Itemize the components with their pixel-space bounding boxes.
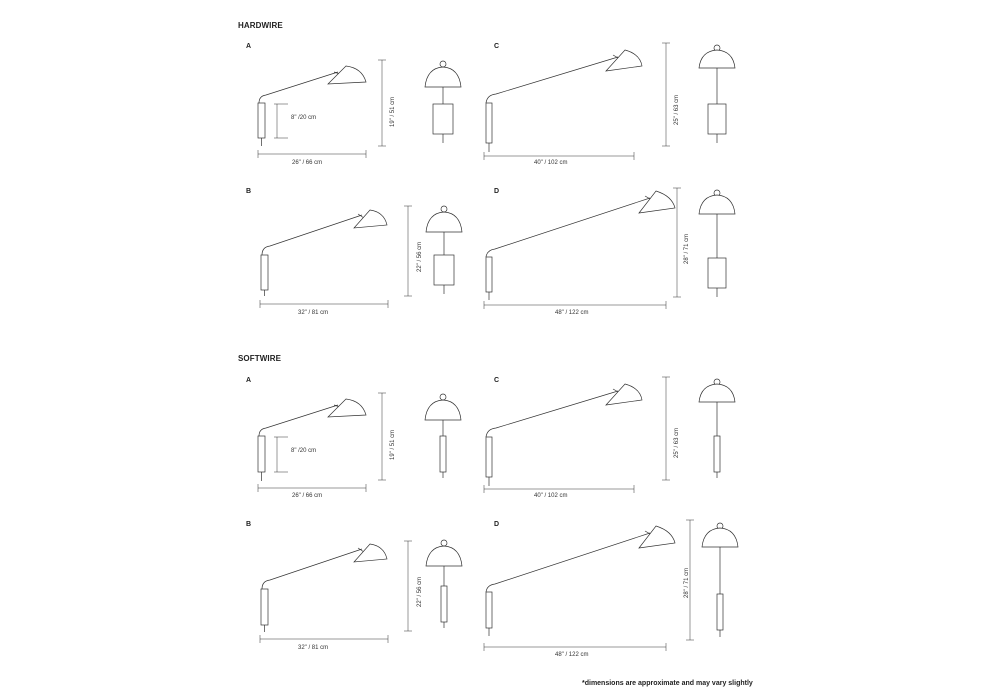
lamp-d-front-view — [702, 523, 738, 637]
dimension-lines — [260, 541, 412, 643]
lamp-letter: A — [246, 377, 252, 384]
height-dimension: 28" / 71 cm — [684, 233, 690, 264]
width-dimension: 32" / 81 cm — [298, 645, 329, 651]
lamp-letter: C — [494, 377, 500, 384]
lamp-a-side-view — [258, 399, 366, 481]
dimension-lines — [258, 393, 386, 492]
width-dimension: 48" / 122 cm — [555, 310, 589, 316]
lamp-c-side-view — [486, 50, 642, 152]
height-dimension: 19" / 51 cm — [390, 96, 396, 127]
lamp-d-front-view — [699, 190, 735, 297]
lamp-d-side-view — [486, 191, 675, 300]
lamp-letter: C — [494, 43, 500, 50]
section-title-softwire: SOFTWIRE — [238, 354, 282, 363]
reach-dimension: 8" /20 cm — [291, 448, 317, 454]
lamp-d-side-view — [486, 526, 675, 636]
height-dimension: 28" / 71 cm — [684, 567, 690, 598]
lamp-letter: B — [246, 521, 252, 528]
lamp-b-front-view — [426, 540, 462, 628]
reach-dimension: 8" /20 cm — [291, 115, 317, 121]
lamp-b-side-view — [261, 544, 387, 632]
section-title-hardwire: HARDWIRE — [238, 21, 283, 30]
lamp-letter: D — [494, 188, 500, 195]
lamp-b-front-view — [426, 206, 462, 294]
height-dimension: 25" / 63 cm — [674, 94, 680, 125]
lamp-letter: B — [246, 188, 252, 195]
lamp-c-front-view — [699, 45, 735, 143]
lamp-a-front-view — [425, 394, 461, 478]
lamp-a-front-view — [425, 61, 461, 143]
dimension-lines — [258, 60, 386, 158]
height-dimension: 22" / 56 cm — [417, 576, 423, 607]
width-dimension: 26" / 66 cm — [292, 493, 323, 499]
lamp-letter: A — [246, 43, 252, 50]
width-dimension: 48" / 122 cm — [555, 652, 589, 658]
dimension-lines — [484, 377, 670, 493]
lamp-b-side-view — [261, 210, 387, 296]
lamp-c-side-view — [486, 384, 642, 486]
width-dimension: 26" / 66 cm — [292, 160, 323, 166]
lamp-letter: D — [494, 521, 500, 528]
width-dimension: 40" / 102 cm — [534, 493, 568, 499]
footnote: *dimensions are approximate and may vary slightly — [582, 680, 753, 687]
dimension-lines — [260, 206, 412, 308]
lamp-c-front-view — [699, 379, 735, 478]
width-dimension: 32" / 81 cm — [298, 310, 329, 316]
height-dimension: 25" / 63 cm — [674, 427, 680, 458]
height-dimension: 22" / 56 cm — [417, 241, 423, 272]
dimension-lines — [484, 43, 670, 160]
height-dimension: 19" / 51 cm — [390, 429, 396, 460]
lamp-a-side-view — [258, 66, 366, 146]
width-dimension: 40" / 102 cm — [534, 160, 568, 166]
